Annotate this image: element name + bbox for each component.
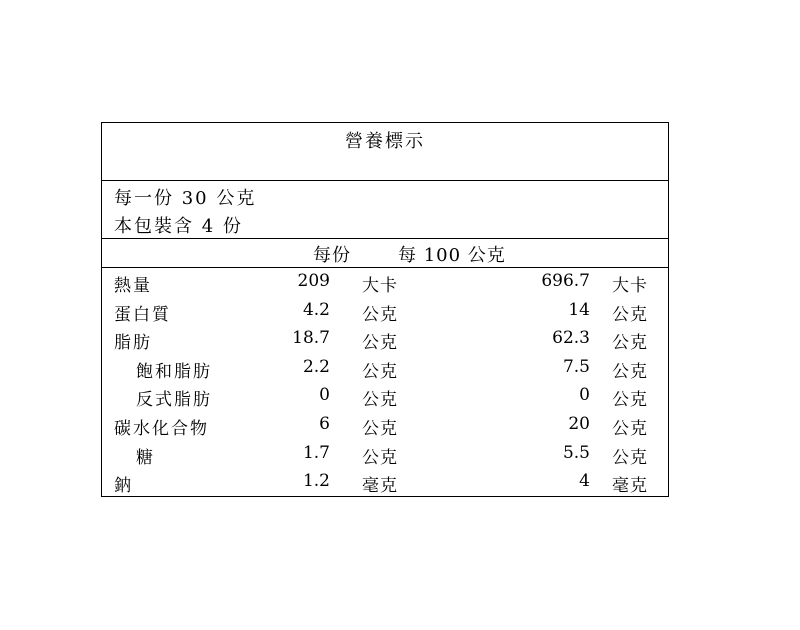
- nutrition-facts-label: [101, 122, 669, 497]
- per-100g-header: 每 100 公克: [398, 245, 506, 266]
- per-100g-unit: 公克: [612, 390, 648, 411]
- nutrient-row: [102, 325, 668, 353]
- column-header-row: [102, 239, 668, 268]
- per-serving-unit: 毫克: [362, 476, 398, 497]
- nutrient-row: [102, 468, 668, 496]
- nutrient-name: 碳水化合物: [114, 419, 209, 439]
- per-100g-unit: 公克: [612, 419, 648, 439]
- per-serving-unit: 公克: [362, 419, 398, 439]
- nutrient-row: [102, 297, 668, 325]
- per-serving-unit: 大卡: [362, 276, 398, 296]
- servings-per-package: 本包裝含 4 份: [114, 216, 243, 237]
- per-serving-unit: 公克: [362, 304, 398, 325]
- nutrient-name: 蛋白質: [114, 304, 171, 325]
- serving-info-section: [102, 181, 668, 239]
- per-100g-unit: 公克: [612, 304, 648, 325]
- per-100g-unit: 公克: [612, 361, 648, 382]
- per-serving-header: 每份: [313, 245, 351, 266]
- per-100g-unit: 公克: [612, 447, 648, 468]
- per-serving-value: 2.2: [302, 356, 330, 377]
- per-serving-unit: 公克: [362, 361, 398, 382]
- per-serving-unit: 公克: [362, 447, 398, 468]
- per-serving-value: 18.7: [292, 328, 330, 349]
- nutrient-row: [102, 411, 668, 439]
- per-serving-value: 6: [319, 414, 330, 434]
- nutrient-name: 脂肪: [114, 333, 152, 354]
- per-100g-value: 62.3: [552, 328, 590, 349]
- nutrient-row: [102, 382, 668, 410]
- nutrient-row: [102, 354, 668, 382]
- per-serving-unit: 公克: [362, 333, 398, 354]
- per-100g-value: 4: [579, 471, 590, 492]
- nutrient-name: 糖: [136, 447, 155, 468]
- per-100g-value: 7.5: [562, 356, 590, 377]
- per-100g-unit: 大卡: [612, 276, 648, 296]
- nutrient-name: 熱量: [114, 276, 152, 296]
- per-serving-value: 0: [319, 385, 330, 406]
- nutrient-name: 鈉: [114, 476, 133, 497]
- per-100g-value: 20: [568, 414, 590, 434]
- per-100g-unit: 毫克: [612, 476, 648, 497]
- nutrient-name: 飽和脂肪: [136, 361, 212, 382]
- serving-size: 每一份 30 公克: [114, 188, 257, 209]
- per-serving-value: 209: [297, 271, 330, 291]
- per-serving-value: 1.2: [302, 471, 330, 492]
- per-100g-unit: 公克: [612, 333, 648, 354]
- per-serving-value: 4.2: [302, 299, 330, 320]
- per-serving-unit: 公克: [362, 390, 398, 411]
- per-100g-value: 5.5: [562, 442, 590, 463]
- per-100g-value: 0: [579, 385, 590, 406]
- per-serving-value: 1.7: [302, 442, 330, 463]
- per-100g-value: 696.7: [541, 271, 590, 291]
- per-100g-value: 14: [568, 299, 590, 320]
- nutrient-name: 反式脂肪: [136, 390, 212, 411]
- title-section: [102, 123, 668, 181]
- nutrient-row: [102, 268, 668, 296]
- nutrient-row: [102, 440, 668, 468]
- label-title: 營養標示: [345, 131, 425, 152]
